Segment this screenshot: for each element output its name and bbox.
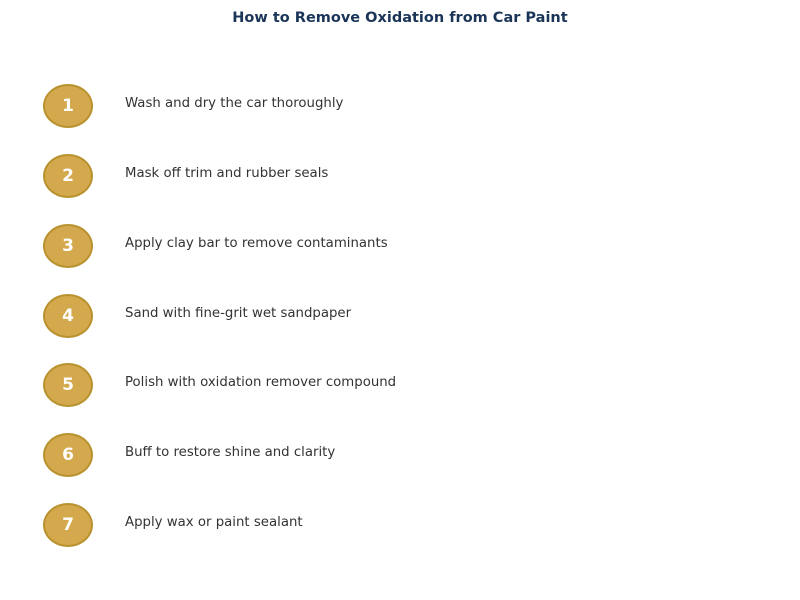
step-7 — [0, 503, 800, 547]
step-number-badge: 2 — [43, 154, 93, 198]
step-label: Apply clay bar to remove contaminants — [125, 236, 388, 251]
step-number-badge: 4 — [43, 294, 93, 338]
step-1 — [0, 84, 800, 128]
step-number-badge: 7 — [43, 503, 93, 547]
step-3 — [0, 224, 800, 268]
step-5 — [0, 363, 800, 407]
step-label: Buff to restore shine and clarity — [125, 445, 336, 460]
step-label: Polish with oxidation remover compound — [125, 375, 397, 390]
diagram-title: How to Remove Oxidation from Car Paint — [232, 10, 568, 26]
step-label: Apply wax or paint sealant — [125, 515, 303, 530]
step-2 — [0, 154, 800, 198]
step-number-badge: 3 — [43, 224, 93, 268]
step-number-badge: 5 — [43, 363, 93, 407]
step-number-badge: 1 — [43, 84, 93, 128]
step-4 — [0, 294, 800, 338]
step-number-badge: 6 — [43, 433, 93, 477]
step-label: Wash and dry the car thoroughly — [125, 96, 344, 111]
step-label: Sand with fine-grit wet sandpaper — [125, 306, 352, 321]
step-label: Mask off trim and rubber seals — [125, 166, 329, 181]
step-6 — [0, 433, 800, 477]
